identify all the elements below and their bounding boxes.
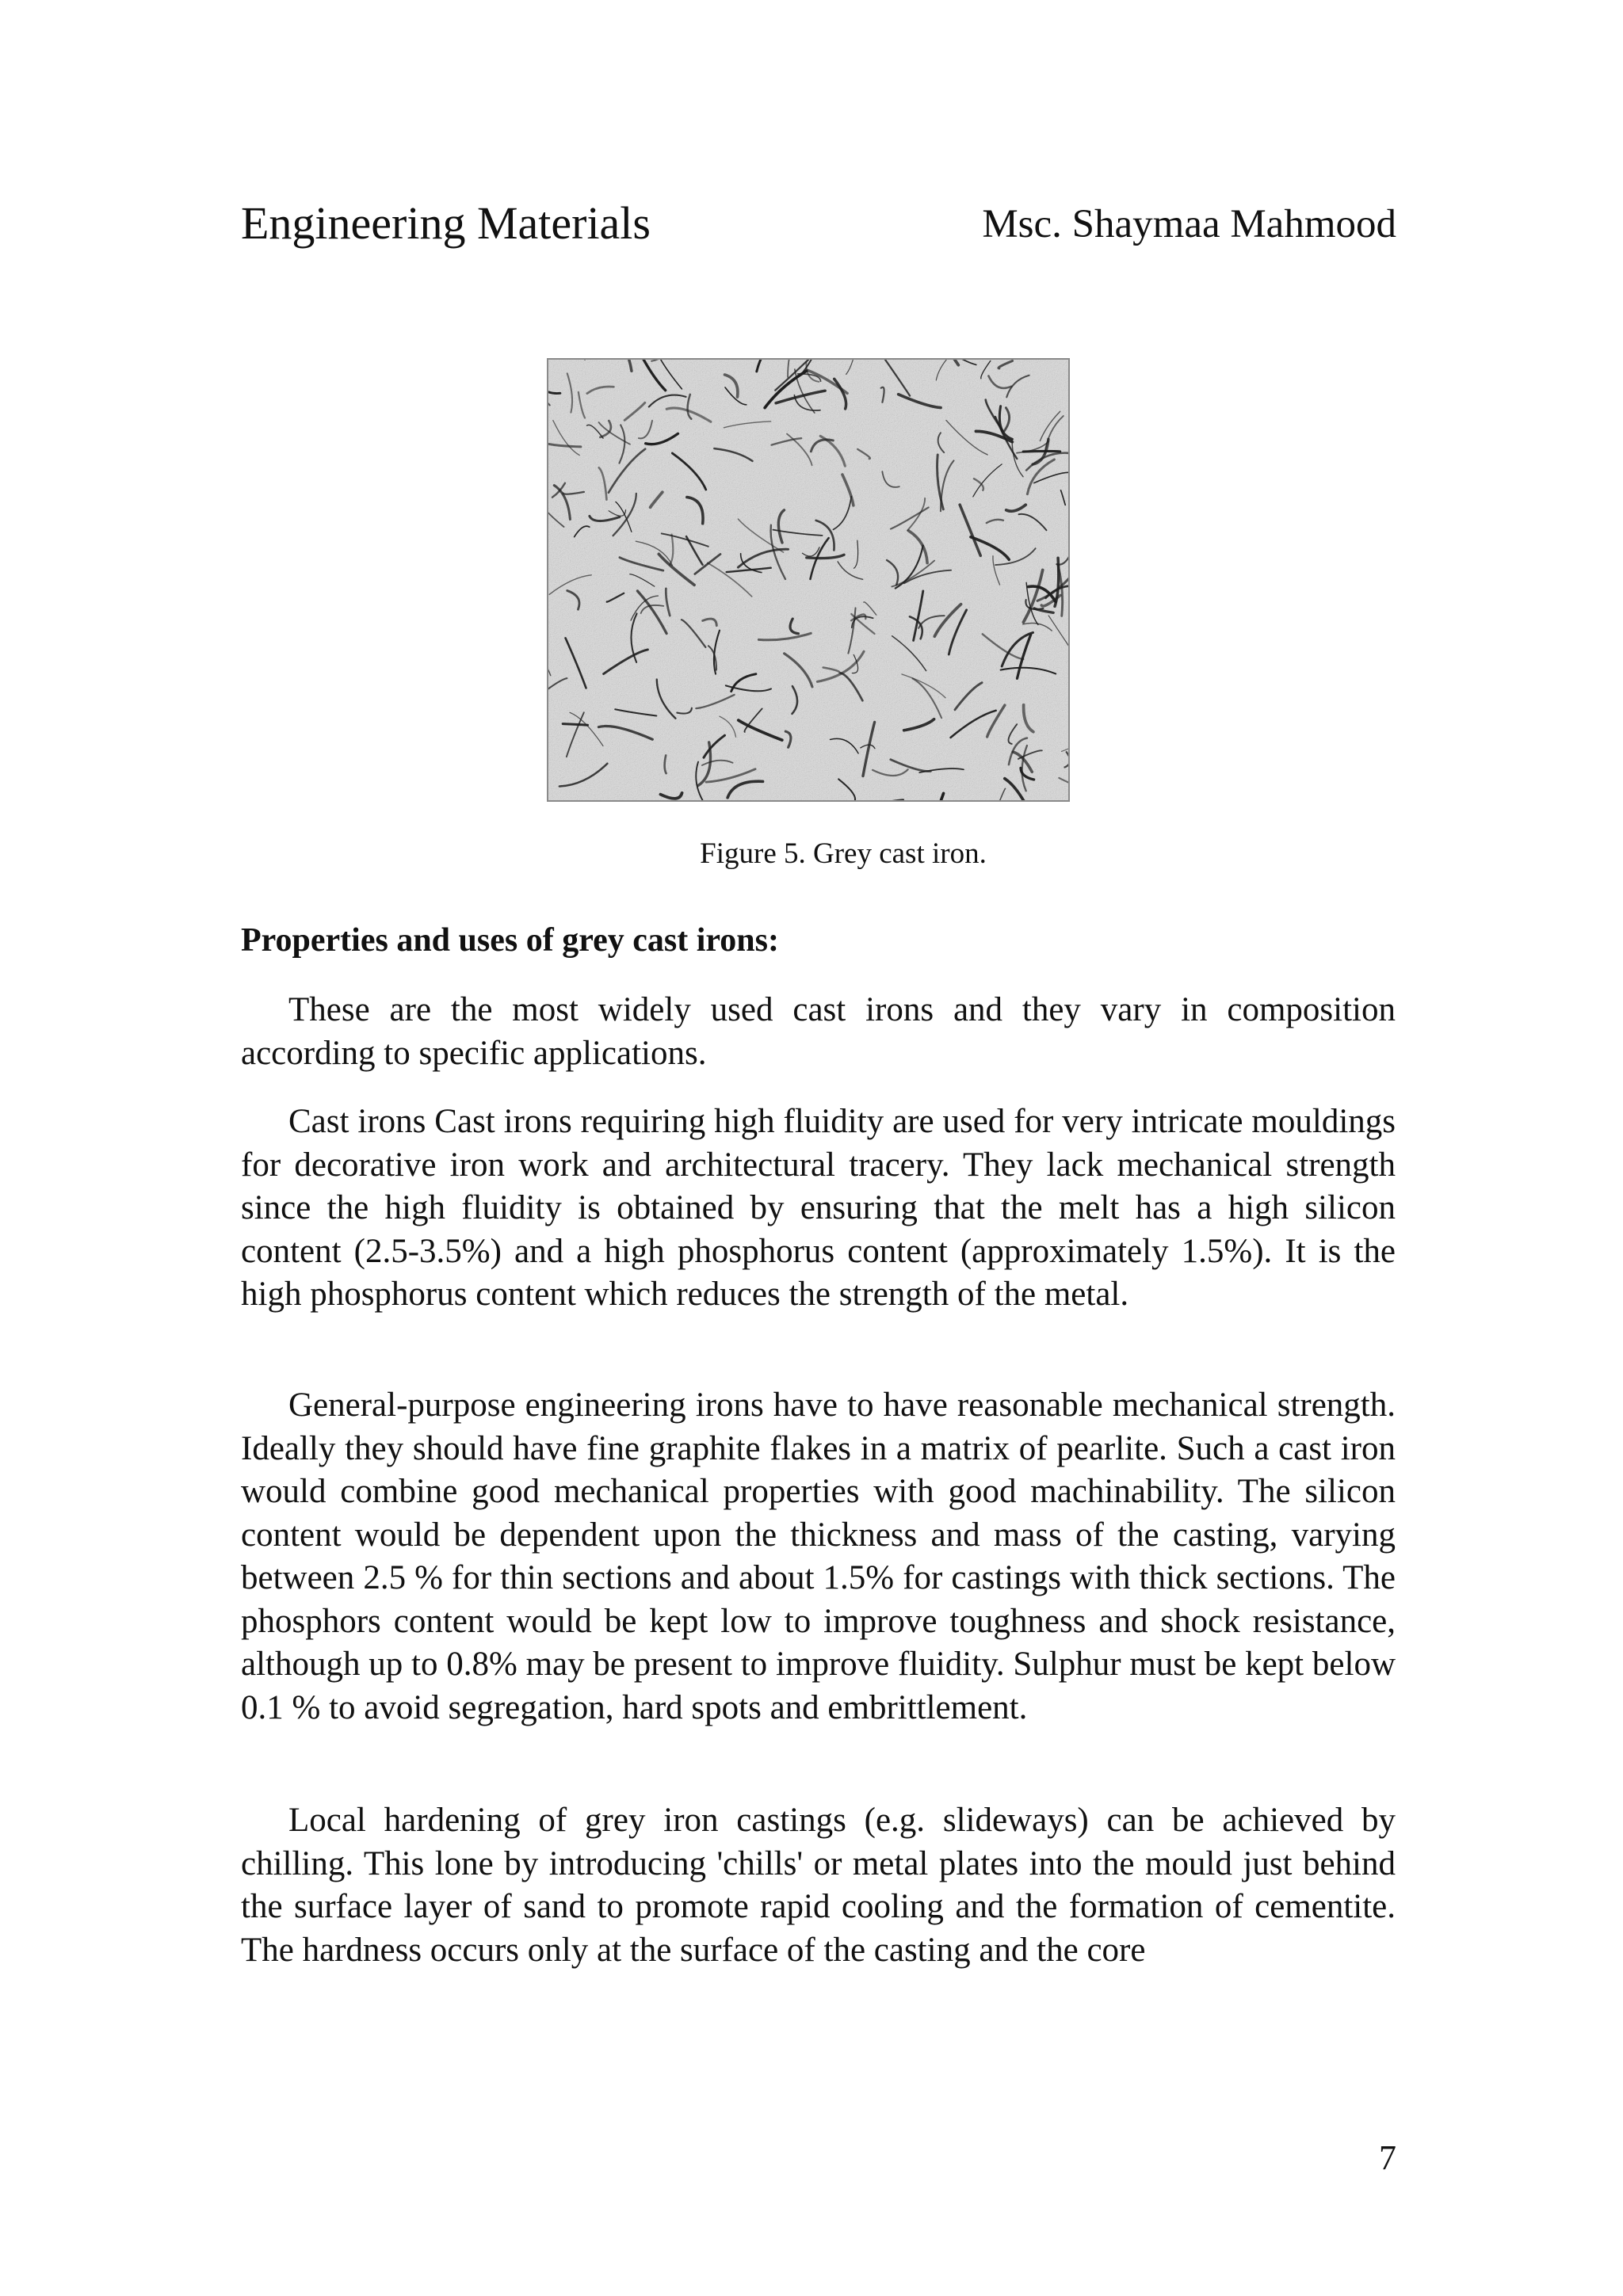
paragraph: Cast irons Cast irons requiring high fluidity are used for very intricate mouldings for decorative iron work and architectural tracery. They lack mechanical strength since the high fluidity is obtained by ensuring that the melt has a high silicon content (2.5-3.5%) and a high phosphorus content (approximately 1.5%). It is the high phosphorus content which reduces the strength of the metal. [241, 1103, 1396, 1313]
paragraph: General-purpose engineering irons have to have reasonable mechanical strength. Ideally they should have fine graphite flakes in a matrix of pearlite. Such a cast iron would combine good mechanical properties with good machinability. The silicon content would be dependent upon the thickness and mass of the casting, varying between 2.5 % for thin sections and about 1.5% for castings with thick sections. The phosphors content would be kept low to improve toughness and shock resistance, although up to 0.8% may be present to improve fluidity. Sulphur must be kept below 0.1 % to avoid segregation, hard spots and embrittlement. [241, 1386, 1396, 1726]
paragraph: Local hardening of grey iron castings (e.g. slideways) can be achieved by chilling. This lone by introducing 'chills' or metal plates into the mould just behind the surface layer of sand to promote rapid cooling and the formation of cementite. The hardness occurs only at the surface of the casting and the core [241, 1802, 1396, 1969]
author-name: Msc. Shaymaa Mahmood [982, 202, 1396, 246]
document-title: Engineering Materials [241, 197, 651, 249]
graphite-flake [563, 724, 587, 726]
grey-cast-iron-micrograph-image [548, 360, 1068, 800]
section-heading: Properties and uses of grey cast irons: [241, 922, 779, 959]
micrograph-figure [547, 358, 1070, 802]
page-number: 7 [1379, 2138, 1396, 2177]
paragraph: These are the most widely used cast irons and they vary in composition according to specific applications. [241, 991, 1396, 1072]
figure-caption: Figure 5. Grey cast iron. [700, 837, 987, 870]
